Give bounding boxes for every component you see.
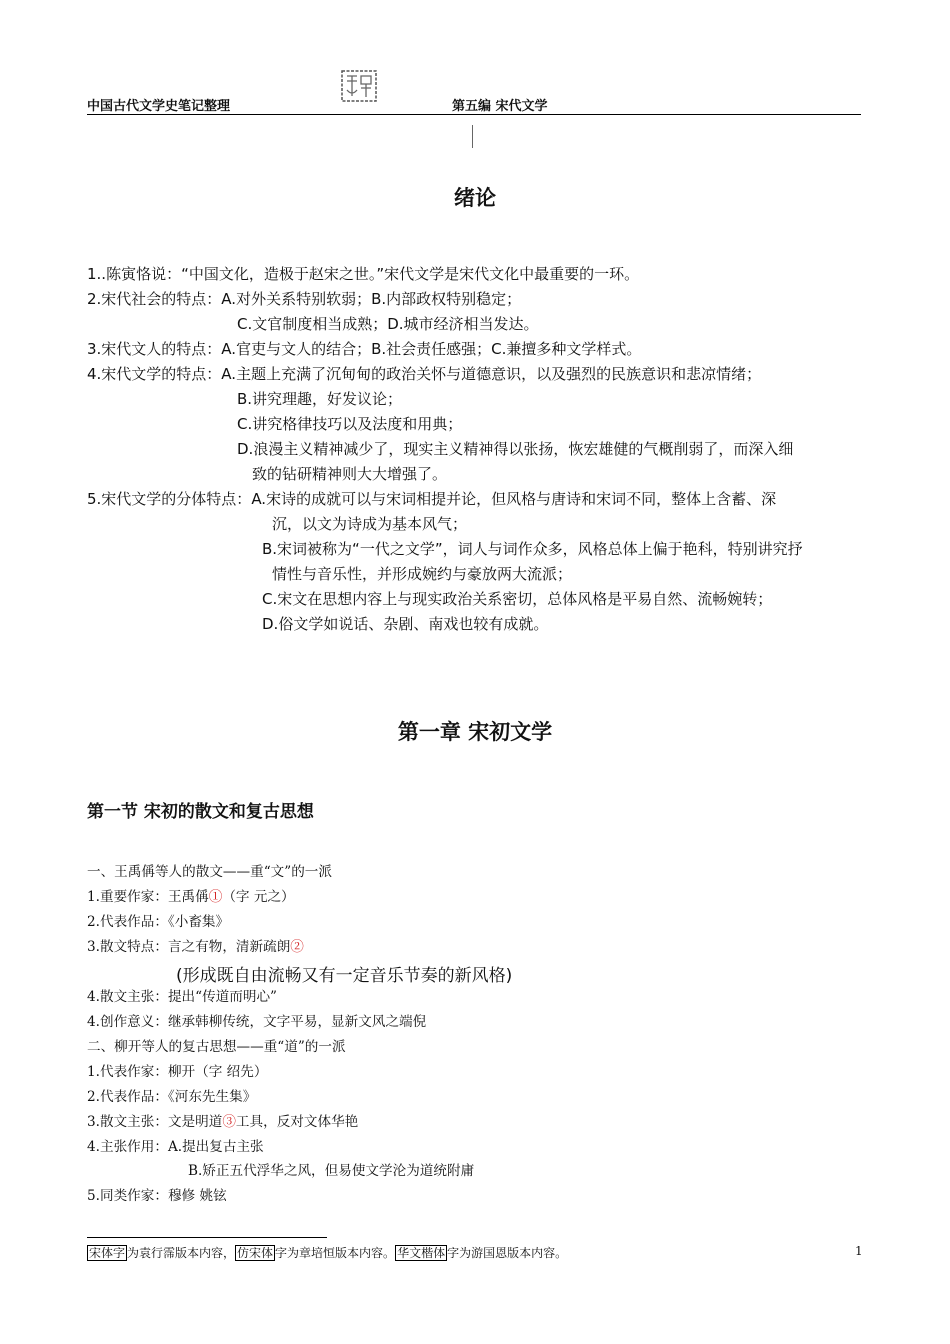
header-left-title: 中国古代文学史笔记整理	[87, 99, 231, 114]
line-text: 工具，反对文体华艳	[235, 1114, 359, 1130]
intro-line: B.讲究理趣，好发议论；	[237, 390, 403, 408]
intro-line: 5.宋代文学的分体特点：A.宋诗的成就可以与宋词相提并论，但风格与唐诗和宋词不同，整体上含蓄、深	[87, 490, 777, 508]
section-line: 2.代表作品：《小畜集》	[87, 914, 230, 930]
footnote-marker-3[interactable]: ③	[222, 1114, 236, 1130]
footer-divider	[87, 1237, 327, 1238]
line-text: 3.散文特点：言之有物，清新疏朗	[87, 939, 291, 955]
intro-line: B.宋词被称为“一代之文学”，词人与词作众多，风格总体上偏于艳科，特别讲究抒	[262, 540, 803, 558]
legend-box-songti: 宋体字	[89, 1246, 126, 1260]
header-divider	[87, 114, 861, 115]
intro-line: C.文官制度相当成熟；D.城市经济相当发达。	[237, 315, 539, 333]
intro-line: D.浪漫主义精神减少了，现实主义精神得以张扬，恢宏雄健的气概削弱了，而深入细	[237, 440, 794, 458]
footnote-marker-2[interactable]: ②	[290, 939, 304, 955]
page-number: 1	[855, 1244, 863, 1258]
intro-line: 1..陈寅恪说：“中国文化，造极于赵宋之世。”宋代文学是宋代文化中最重要的一环。	[87, 265, 640, 283]
part2-heading: 二、柳开等人的复古思想——重“道”的一派	[87, 1039, 346, 1055]
part1-heading: 一、王禹偁等人的散文——重“文”的一派	[87, 864, 332, 880]
section-line: 2.代表作品：《河东先生集》	[87, 1089, 257, 1105]
chapter-title: 第一章 宋初文学	[397, 720, 553, 744]
intro-title: 绪论	[454, 186, 496, 210]
intro-line: 致的钻研精神则大大增强了。	[252, 465, 448, 483]
section-line: 1.代表作家：柳开（字 绍先）	[87, 1064, 268, 1080]
style-note: (形成既自由流畅又有一定音乐节奏的新风格)	[176, 966, 513, 986]
line-text: （字 元之）	[222, 889, 295, 905]
intro-line: C.宋文在思想内容上与现实政治关系密切，总体风格是平易自然、流畅婉转；	[262, 590, 773, 608]
seal-stamp-icon	[340, 70, 378, 102]
section-title: 第一节 宋初的散文和复古思想	[87, 802, 314, 822]
header-right-title: 第五编 宋代文学	[452, 99, 548, 114]
section-line: 4.创作意义：继承韩柳传统，文字平易，显新文风之端倪	[87, 1014, 427, 1030]
legend-text: 字为游国恩版本内容。	[447, 1246, 568, 1260]
section-line: 4.主张作用：A.提出复古主张	[87, 1139, 264, 1155]
footnote-marker-1[interactable]: ①	[208, 889, 223, 905]
section-line: 4.散文主张：提出“传道而明心”	[87, 989, 277, 1005]
section-line	[87, 888, 295, 906]
legend-text: 为袁行霈版本内容，	[127, 1246, 236, 1260]
section-line	[87, 938, 304, 956]
intro-line: C.讲究格律技巧以及法度和用典；	[237, 415, 463, 433]
font-legend	[87, 1244, 567, 1261]
intro-line: 沉，以文为诗成为基本风气；	[272, 515, 468, 533]
line-text: 1.重要作家：王禹偁	[87, 889, 209, 905]
section-line	[87, 1113, 358, 1131]
section-line: 5.同类作家：穆修 姚铉	[87, 1188, 227, 1204]
section-line: B.矫正五代浮华之风，但易使文学沦为道统附庸	[188, 1163, 475, 1179]
intro-line: 2.宋代社会的特点：A.对外关系特别软弱；B.内部政权特别稳定；	[87, 290, 522, 308]
intro-line: 3.宋代文人的特点：A.官吏与文人的结合；B.社会责任感强；C.兼擅多种文学样式。	[87, 340, 642, 358]
legend-box-fangsong: 仿宋体	[237, 1246, 274, 1260]
intro-line: D.俗文学如说话、杂剧、南戏也较有成就。	[262, 615, 549, 633]
legend-text: 字为章培恒版本内容。	[275, 1246, 396, 1260]
line-text: 3.散文主张：文是明道	[87, 1114, 223, 1130]
header-tick-mark	[472, 125, 473, 148]
intro-line: 情性与音乐性，并形成婉约与豪放两大流派；	[272, 565, 573, 583]
legend-box-kaiti: 华文楷体	[397, 1246, 446, 1260]
intro-line: 4.宋代文学的特点：A.主题上充满了沉甸甸的政治关怀与道德意识，以及强烈的民族意识和悲凉情绪；	[87, 365, 762, 383]
